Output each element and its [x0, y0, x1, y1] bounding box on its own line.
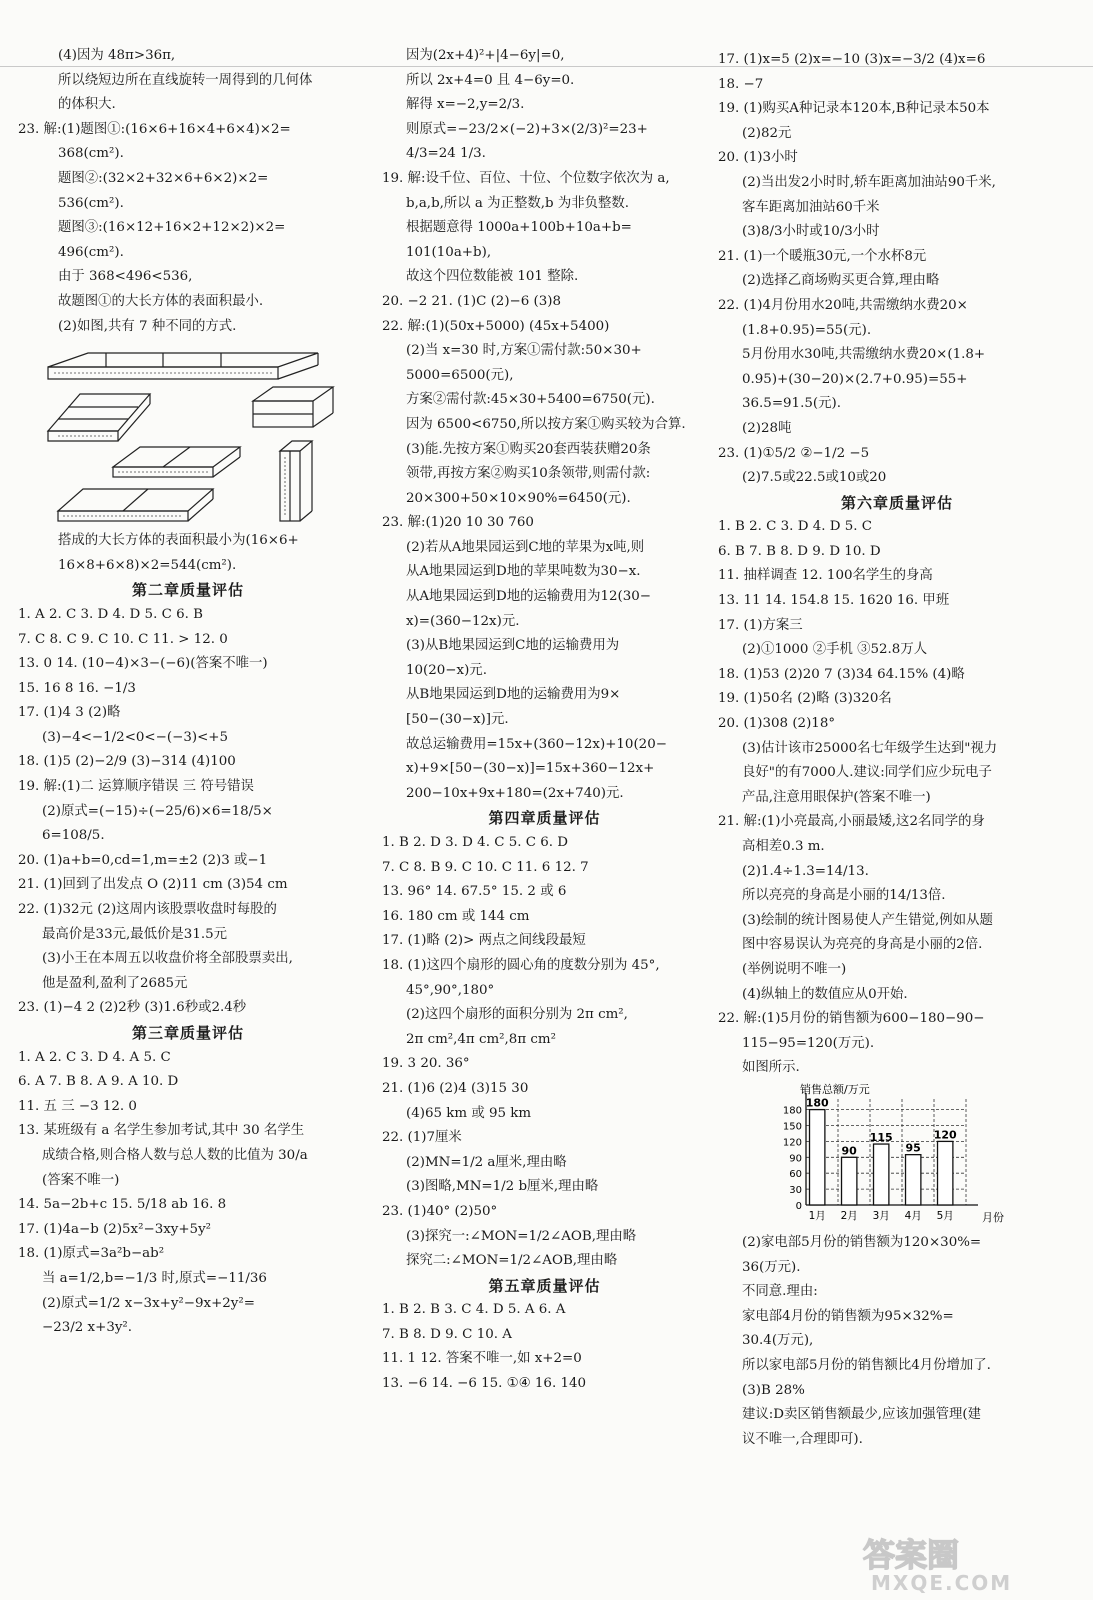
sales-chart-svg: [768, 1081, 1018, 1231]
text-line: 解得 x=−2,y=2/3.: [406, 97, 525, 113]
answer-line: 他是盈利,盈利了2685元: [42, 975, 188, 991]
answer-line: 14. 5a−2b+c 15. 5/18 ab 16. 8: [18, 1197, 227, 1213]
answer-line: 如图所示.: [742, 1060, 800, 1076]
answer-line: (4)纵轴上的数值应从0开始.: [742, 986, 908, 1002]
answer-line: 17. (1)4 3 (2)略: [18, 705, 121, 721]
answer-line: 22. (1)32元 (2)这周内该股票收盘时每股的: [18, 902, 277, 918]
answer-line: 19. 3 20. 36°: [382, 1056, 470, 1072]
answer-line: 7. C 8. B 9. C 10. C 11. 6 12. 7: [382, 859, 589, 875]
answer-line: 21. (1)回到了出发点 O (2)11 cm (3)54 cm: [18, 877, 288, 893]
answer-line: (2)1.4÷1.3=14/13.: [742, 863, 869, 879]
answer-line: 19. (1)50名 (2)略 (3)320名: [718, 691, 892, 707]
text-line: 方案②需付款:45×30+5400=6750(元).: [406, 392, 655, 408]
cuboid-arrangements-figure: [18, 339, 358, 529]
answer-line: 议不唯一,合理即可).: [742, 1431, 863, 1447]
answer-line: (答案不唯一): [42, 1172, 120, 1188]
text-line: 10(20−x)元.: [406, 662, 487, 678]
answer-line: 36.5=91.5(元).: [742, 396, 841, 412]
answer-line: 18. (1)这四个扇形的圆心角的度数分别为 45°,: [382, 957, 660, 973]
answer-line: 22. (1)7厘米: [382, 1130, 462, 1146]
text-line: 因为 6500<6750,所以按方案①购买较为合算.: [406, 416, 686, 432]
text-line: 16×8+6×8)×2=544(cm²).: [58, 557, 237, 573]
answer-line: (2)82元: [742, 125, 792, 141]
answer-line: (2)原式=1/2 x−3x+y²−9x+2y²=: [42, 1295, 255, 1311]
answer-line: 17. (1)x=5 (2)x=−10 (3)x=−3/2 (4)x=6: [718, 52, 986, 67]
watermark-brand: 答案圈: [863, 1536, 960, 1574]
answer-line: (2)这四个扇形的面积分别为 2π cm²,: [406, 1007, 628, 1023]
question-19: 19. 解:设千位、百位、十位、个位数字依次为 a,: [382, 170, 670, 186]
answer-line: 6. B 7. B 8. D 9. D 10. D: [718, 543, 881, 559]
text-line: 故总运输费用=15x+(360−12x)+10(20−: [406, 736, 667, 752]
answer-line: 所以家电部5月份的销售额比4月份增加了.: [742, 1357, 991, 1373]
answer-line: 最高价是33元,最低价是31.5元: [42, 926, 228, 942]
answer-line: 6. A 7. B 8. A 9. A 10. D: [18, 1074, 179, 1090]
answer-line: −23/2 x+3y².: [42, 1320, 133, 1336]
text-line: 故这个四位数能被 101 整除.: [406, 269, 579, 285]
answer-line: (3)8/3小时或10/3小时: [742, 224, 880, 240]
sales-bar-chart: [718, 1081, 1076, 1231]
answer-line: 22. 解:(1)5月份的销售额为600−180−90−: [718, 1011, 985, 1027]
answer-line: (3)−4<−1/2<0<−(−3)<+5: [42, 729, 229, 745]
answer-line: (2)28吨: [742, 420, 792, 436]
answer-line: 良好"的有7000人.建议:同学们应少玩电子: [742, 765, 992, 781]
answer-line: 19. (1)购买A种记录本120本,B种记录本50本: [718, 101, 990, 117]
answer-line: 11. 1 12. 答案不唯一,如 x+2=0: [382, 1351, 582, 1367]
answer-line: (4)65 km 或 95 km: [406, 1105, 532, 1121]
answer-line: 20. −2 21. (1)C (2)−6 (3)8: [382, 293, 562, 309]
chart-y-tick-label: 150: [782, 1121, 802, 1133]
answer-line: 22. (1)4月份用水20吨,共需缴纳水费20×: [718, 297, 968, 313]
text-line: b,a,b,所以 a 为正整数,b 为非负整数.: [406, 195, 630, 211]
answer-line: 11. 抽样调查 12. 100名学生的身高: [718, 568, 933, 584]
answer-line: 探究二:∠MON=1/2∠AOB,理由略: [406, 1253, 618, 1269]
answer-line: 20. (1)3小时: [718, 150, 798, 166]
text-line: [50−(30−x)]元.: [406, 712, 509, 728]
answer-line: (3)探究一:∠MON=1/2∠AOB,理由略: [406, 1228, 637, 1244]
chart-y-axis-label: 销售总额/万元: [800, 1082, 870, 1096]
answer-line: 13. −6 14. −6 15. ①④ 16. 140: [382, 1376, 587, 1392]
text-line: (3)从B地果园运到C地的运输费用为: [406, 638, 620, 654]
answer-line: (2)原式=(−15)÷(−25/6)×6=18/5×: [42, 803, 273, 819]
text-line: 题图②:(32×2+32×6+6×2)×2=: [58, 170, 269, 186]
answer-line: (3)图略,MN=1/2 b厘米,理由略: [406, 1179, 599, 1195]
answer-line: 图中容易误认为亮亮的身高是小丽的2倍.: [742, 937, 983, 953]
answer-line: 产品,注意用眼保护(答案不唯一): [742, 789, 931, 805]
answer-line: 17. (1)4a−b (2)5x²−3xy+5y²: [18, 1221, 212, 1237]
answer-line: 115−95=120(万元).: [742, 1035, 875, 1051]
answer-line: (2)选择乙商场购买更合算,理由略: [742, 273, 940, 289]
watermark-logo: [853, 1532, 1083, 1594]
chart-x-tick-label: 4月: [904, 1209, 922, 1222]
text-line: 所以绕短边所在直线旋转一周得到的几何体: [58, 72, 313, 88]
answer-line: 18. (1)53 (2)20 7 (3)34 64.15% (4)略: [718, 666, 965, 682]
chart-x-tick-label: 3月: [872, 1209, 890, 1222]
answer-line: 11. 五 三 −3 12. 0: [18, 1098, 137, 1114]
answer-line: 13. 某班级有 a 名学生参加考试,其中 30 名学生: [18, 1123, 305, 1139]
answer-line: (2)7.5或22.5或10或20: [742, 470, 887, 486]
answer-line: 6=108/5.: [42, 828, 105, 844]
text-line: (2)若从A地果园运到C地的苹果为x吨,则: [406, 539, 645, 555]
text-line: 536(cm²).: [58, 195, 124, 211]
answer-line: (2)①1000 ②手机 ③52.8万人: [742, 642, 928, 658]
text-line: 领带,再按方案②购买10条领带,则需付款:: [406, 466, 651, 482]
text-line: 5000=6500(元),: [406, 367, 514, 383]
answer-line: 1. A 2. C 3. D 4. D 5. C 6. B: [18, 606, 203, 622]
answer-line: 23. (1)−4 2 (2)2秒 (3)1.6秒或2.4秒: [18, 1000, 247, 1016]
answer-line: (3)估计该市25000名七年级学生达到"视力: [742, 740, 998, 756]
text-line: 200−10x+9x+180=(2x+740)元.: [406, 785, 624, 801]
column-right: [718, 48, 1076, 1452]
answer-line: 18. −7: [718, 76, 764, 92]
chapter-6-title: 第六章质量评估: [840, 493, 953, 512]
text-line: x)+9×[50−(30−x)]=15x+360−12x+: [406, 761, 655, 777]
text-line: (4)因为 48π>36π,: [58, 48, 176, 63]
chart-y-tick-label: 30: [789, 1185, 802, 1197]
question-22: 22. 解:(1)(50x+5000) (45x+5400): [382, 318, 610, 334]
column-middle: [382, 44, 707, 1397]
answer-line: 20. (1)308 (2)18°: [718, 716, 836, 732]
chart-data-label: 95: [905, 1141, 921, 1155]
text-line: 从A地果园运到D地的运输费用为12(30−: [406, 589, 652, 605]
answer-line: 45°,90°,180°: [406, 982, 495, 998]
answer-line: 7. B 8. D 9. C 10. A: [382, 1326, 512, 1342]
answer-line: 高相差0.3 m.: [742, 839, 825, 854]
text-line: (3)能.先按方案①购买20套西装获赠20条: [406, 441, 651, 457]
answer-line: 16. 180 cm 或 144 cm: [382, 908, 530, 924]
answer-line: 1. A 2. C 3. D 4. A 5. C: [18, 1049, 171, 1065]
chart-data-label: 120: [933, 1128, 957, 1142]
chapter-3-title: 第三章质量评估: [131, 1024, 244, 1042]
answer-line: 18. (1)原式=3a²b−ab²: [18, 1246, 165, 1262]
text-line: 从A地果园运到D地的苹果吨数为30−x.: [406, 564, 641, 580]
cuboid-figure-svg: [18, 339, 348, 529]
answer-line: 13. 96° 14. 67.5° 15. 2 或 6: [382, 884, 567, 900]
answer-line: 30.4(万元),: [742, 1333, 814, 1349]
answer-line: 5月份用水30吨,共需缴纳水费20×(1.8+: [742, 347, 986, 363]
chart-y-tick-label: 90: [789, 1153, 802, 1165]
answer-line: 17. (1)略 (2)> 两点之间线段最短: [382, 933, 586, 949]
answer-line: 23. (1)40° (2)50°: [382, 1203, 498, 1219]
answer-line: 客车距离加油站60千米: [742, 199, 880, 215]
answer-line: 1. B 2. C 3. D 4. D 5. C: [718, 519, 872, 535]
chart-bar: [810, 1110, 825, 1205]
answer-line: 20. (1)a+b=0,cd=1,m=±2 (2)3 或−1: [18, 852, 268, 868]
answer-line: 2π cm²,4π cm²,8π cm²: [406, 1031, 556, 1047]
answer-line: 1. B 2. B 3. C 4. D 5. A 6. A: [382, 1302, 566, 1318]
answer-line: 0.95)+(30−20)×(2.7+0.95)=55+: [742, 371, 968, 387]
answer-line: 36(万元).: [742, 1259, 801, 1275]
watermark-site: MXQE.COM: [871, 1571, 1013, 1594]
text-line: 所以 2x+4=0 且 4−6y=0.: [406, 72, 575, 88]
answer-line: (2)MN=1/2 a厘米,理由略: [406, 1154, 567, 1170]
text-line: 则原式=−23/2×(−2)+3×(2/3)²=23+: [406, 121, 648, 137]
answer-line: 7. C 8. C 9. C 10. C 11. > 12. 0: [18, 631, 228, 647]
chart-y-tick-label: 180: [782, 1105, 802, 1117]
answer-line: (3)小王在本周五以收盘价将全部股票卖出,: [42, 951, 293, 967]
answer-line: 不同意.理由:: [742, 1284, 818, 1300]
text-line: 因为(2x+4)²+|4−6y|=0,: [406, 48, 565, 63]
answer-line: 23. (1)①5/2 ②−1/2 −5: [718, 445, 870, 461]
chart-bar: [842, 1157, 857, 1205]
text-line: (2)当 x=30 时,方案①需付款:50×30+: [406, 343, 642, 359]
answer-line: 19. 解:(1)二 运算顺序错误 三 符号错误: [18, 779, 254, 795]
text-line: 根据题意得 1000a+100b+10a+b=: [406, 220, 632, 236]
answer-line: (举例说明不唯一): [742, 961, 847, 977]
answer-line: 21. 解:(1)小亮最高,小丽最矮,这2名同学的身: [718, 814, 985, 830]
answer-line: 成绩合格,则合格人数与总人数的比值为 30/a: [42, 1147, 308, 1163]
text-line: 368(cm²).: [58, 146, 124, 162]
answer-line: 家电部4月份的销售额为95×32%=: [742, 1308, 954, 1324]
text-line: 20×300+50×10×90%=6450(元).: [406, 490, 631, 506]
text-line: 搭成的大长方体的表面积最小为(16×6+: [58, 533, 299, 549]
answer-line: 17. (1)方案三: [718, 617, 803, 633]
chapter-5-title: 第五章质量评估: [488, 1276, 601, 1295]
text-line: 由于 368<496<536,: [58, 269, 193, 285]
answer-line: 21. (1)6 (2)4 (3)15 30: [382, 1080, 529, 1096]
answer-line: 建议:D卖区销售额最少,应该加强管理(建: [742, 1407, 981, 1423]
chart-bar: [906, 1155, 921, 1205]
chart-x-tick-label: 5月: [936, 1209, 954, 1222]
column-left: [18, 44, 358, 1341]
text-line: 从B地果园运到D地的运输费用为9×: [406, 687, 621, 703]
answer-line: 1. B 2. D 3. D 4. C 5. C 6. D: [382, 835, 569, 850]
chart-data-label: 180: [805, 1096, 829, 1110]
chart-x-tick-label: 1月: [808, 1209, 826, 1222]
text-line: 4/3=24 1/3.: [406, 146, 486, 162]
answer-line: (1.8+0.95)=55(元).: [742, 322, 872, 338]
answer-line: 13. 11 14. 154.8 15. 1620 16. 甲班: [718, 593, 950, 609]
text-line: 101(10a+b),: [406, 244, 492, 260]
text-line: 题图③:(16×12+16×2+12×2)×2=: [58, 220, 286, 236]
text-line: 故题图①的大长方体的表面积最小.: [58, 293, 264, 309]
chart-data-label: 90: [841, 1144, 857, 1158]
answer-line: (2)家电部5月份的销售额为120×30%=: [742, 1234, 982, 1250]
answer-line: 15. 16 8 16. −1/3: [18, 680, 136, 696]
answer-line: 当 a=1/2,b=−1/3 时,原式=−11/36: [42, 1270, 267, 1286]
chart-data-label: 115: [869, 1130, 893, 1144]
text-line: x)=(360−12x)元.: [406, 613, 520, 629]
chart-bar: [874, 1144, 889, 1205]
text-line: (2)如图,共有 7 种不同的方式.: [58, 318, 237, 334]
answer-line: 21. (1)一个暖瓶30元,一个水杯8元: [718, 248, 927, 264]
chart-x-tick-label: 2月: [840, 1209, 858, 1222]
text-line: 的体积大.: [58, 97, 116, 113]
chart-bar: [938, 1141, 953, 1205]
chart-x-axis-label: 月份: [982, 1210, 1004, 1224]
answer-line: (3)绘制的统计图易使人产生错觉,例如从题: [742, 912, 993, 928]
question-23: 23. 解:(1)20 10 30 760: [382, 515, 534, 531]
answer-line: (3)B 28%: [742, 1382, 805, 1398]
text-line: 496(cm²).: [58, 244, 124, 260]
chapter-2-title: 第二章质量评估: [131, 581, 244, 600]
chart-y-tick-label: 0: [795, 1200, 802, 1212]
question-23: 23. 解:(1)题图①:(16×6+16×4+6×4)×2=: [18, 121, 291, 137]
answer-line: 13. 0 14. (10−4)×3−(−6)(答案不唯一): [18, 656, 268, 672]
answer-line: 所以亮亮的身高是小丽的14/13倍.: [742, 888, 946, 904]
chart-y-tick-label: 120: [782, 1137, 802, 1149]
answer-line: (2)当出发2小时时,轿车距离加油站90千米,: [742, 174, 996, 190]
chapter-4-title: 第四章质量评估: [488, 809, 601, 828]
answer-line: 18. (1)5 (2)−2/9 (3)−314 (4)100: [18, 754, 236, 770]
chart-y-tick-label: 60: [789, 1169, 802, 1181]
